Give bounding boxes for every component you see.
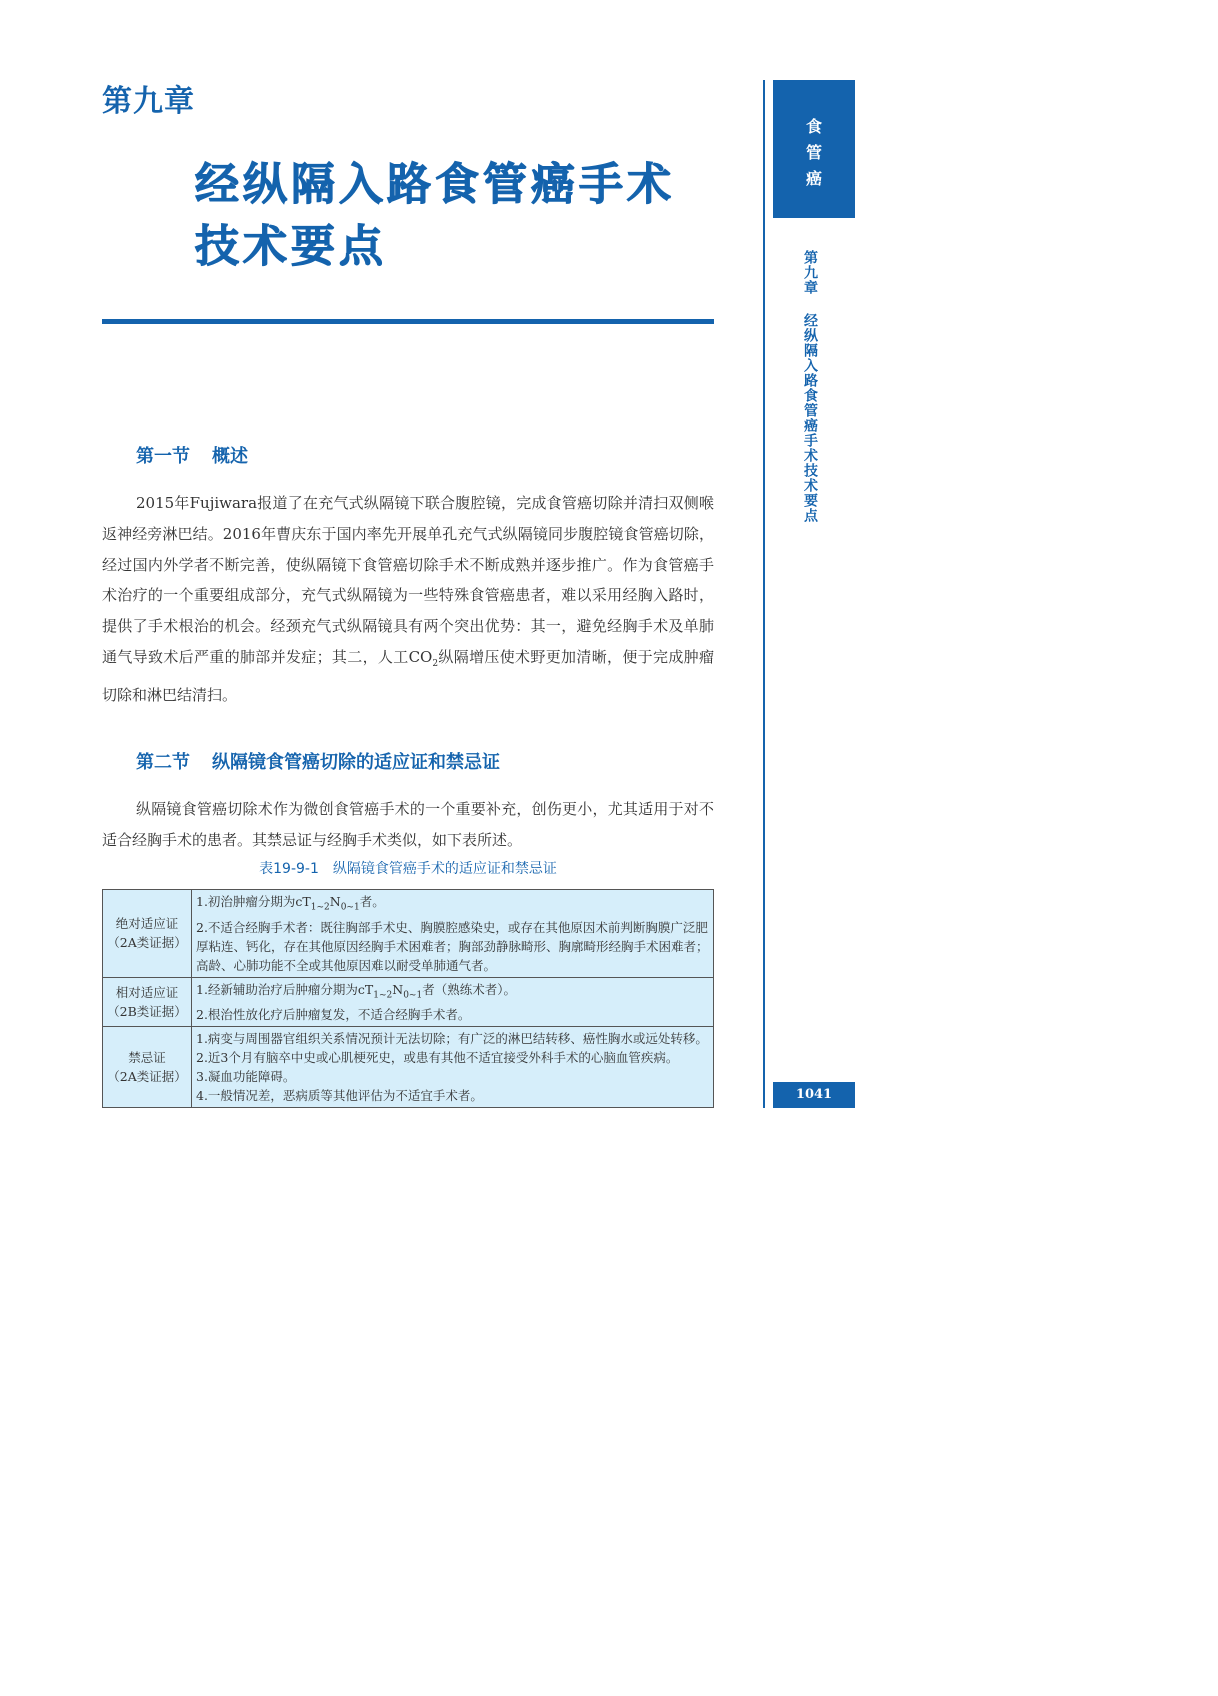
- chapter-label: 第九章: [102, 84, 195, 119]
- table-category-cell: [103, 890, 192, 978]
- chapter-title-line-2: 技术要点: [195, 221, 387, 272]
- margin-divider: [763, 80, 765, 1108]
- tab-char: 管: [805, 143, 822, 162]
- section-1-title: 概述: [212, 446, 248, 467]
- table-item: 1.经新辅助治疗后肿瘤分期为$cT_{1\sim 2}N_{0\sim 1}$者（熟练术者）。: [196, 981, 516, 1000]
- table-items-cell: [192, 1027, 714, 1108]
- section-1-number: 第一节: [136, 446, 190, 467]
- table-item: 4.一般情况差，恶病质等其他评估为不适宜手术者。: [196, 1088, 483, 1103]
- category-label: 相对适应证: [115, 984, 179, 1000]
- evidence-level: （2B类证据）: [107, 1003, 187, 1019]
- table-caption: 表19-9-1 纵隔镜食管癌手术的适应证和禁忌证: [259, 861, 557, 877]
- section-2-heading: [136, 748, 500, 774]
- section-1-paragraph: [102, 488, 714, 711]
- table-item: 2.近3个月有脑卒中史或心肌梗死史，或患有其他不适宜接受外科手术的心脑血管疾病。: [196, 1050, 679, 1065]
- category-label: 绝对适应证: [115, 916, 179, 932]
- paragraph-text: 纵隔镜食管癌切除术作为微创食管癌手术的一个重要补充，创伤更小，尤其适用于对不适合经胸手术的患者。其禁忌证与经胸手术类似，如下表所述。: [102, 800, 714, 849]
- table-items-cell: [192, 890, 714, 978]
- table-item: 2.不适合经胸手术者：既往胸部手术史、胸膜腔感染史，或存在其他原因术前判断胸膜广泛肥厚粘连、钙化，存在其他原因经胸手术困难者；胸部劲静脉畸形、胸廓畸形经胸手术困难者；高龄、心肺功能不全或其他原因难以耐受单肺通气者。: [196, 919, 709, 973]
- page-number: 1041: [773, 1082, 855, 1108]
- category-label: 禁忌证: [128, 1050, 166, 1065]
- title-divider: [102, 319, 714, 324]
- chapter-title: [195, 154, 735, 278]
- section-tab: [773, 80, 855, 218]
- table-row: [103, 890, 714, 978]
- section-2-number: 第二节: [136, 752, 190, 773]
- running-head-title: 经纵隔入路食管癌手术技术要点: [802, 313, 818, 523]
- table-row: [103, 1027, 714, 1108]
- paragraph-text: 纵隔增压使术野更加清晰，便于完成肿瘤切除和淋巴结清扫。: [102, 647, 714, 704]
- table-row: [103, 977, 714, 1027]
- table-item: 1.初治肿瘤分期为$cT_{1\sim 2}N_{0\sim 1}$者。: [196, 894, 385, 913]
- table-item: 3.凝血功能障碍。: [196, 1069, 296, 1084]
- evidence-level: （2A类证据）: [107, 935, 187, 951]
- table-item: 2.根治性放化疗后肿瘤复发，不适合经胸手术者。: [196, 1007, 471, 1022]
- running-head-chapter: 第九章: [802, 250, 818, 295]
- section-1-heading: [136, 442, 248, 468]
- chapter-title-line-1: 经纵隔入路食管癌手术: [195, 159, 675, 210]
- table-items-cell: [192, 977, 714, 1027]
- subscript: 2: [432, 658, 439, 669]
- section-2-paragraph: [102, 794, 714, 856]
- tab-char: 癌: [805, 169, 822, 188]
- indication-table: [102, 889, 714, 1108]
- evidence-level: （2A类证据）: [107, 1069, 187, 1084]
- table-item: 1.病变与周围器官组织关系情况预计无法切除；有广泛的淋巴结转移、癌性胸水或远处转移。: [196, 1031, 708, 1046]
- section-2-title: 纵隔镜食管癌切除的适应证和禁忌证: [212, 752, 500, 773]
- running-head: [800, 250, 820, 523]
- paragraph-text: 2015年Fujiwara报道了在充气式纵隔镜下联合腹腔镜，完成食管癌切除并清扫双侧喉返神经旁淋巴结。2016年曹庆东于国内率先开展单孔充气式纵隔镜同步腹腔镜食管癌切除，经过国内外学者不断完善，使纵隔镜下食管癌切除手术不断成熟并逐步推广。作为食管癌手术治疗的一个重要组成部分，充气式纵隔镜为一些特殊食管癌患者，难以采用经胸入路时，提供了手术根治的机会。经颈充气式纵隔镜具有两个突出优势：其一，避免经胸手术及单肺通气导致术后严重的肺部并发症；其二，人工CO: [102, 494, 714, 666]
- table-category-cell: [103, 1027, 192, 1108]
- tab-char: 食: [805, 117, 822, 136]
- table-category-cell: [103, 977, 192, 1027]
